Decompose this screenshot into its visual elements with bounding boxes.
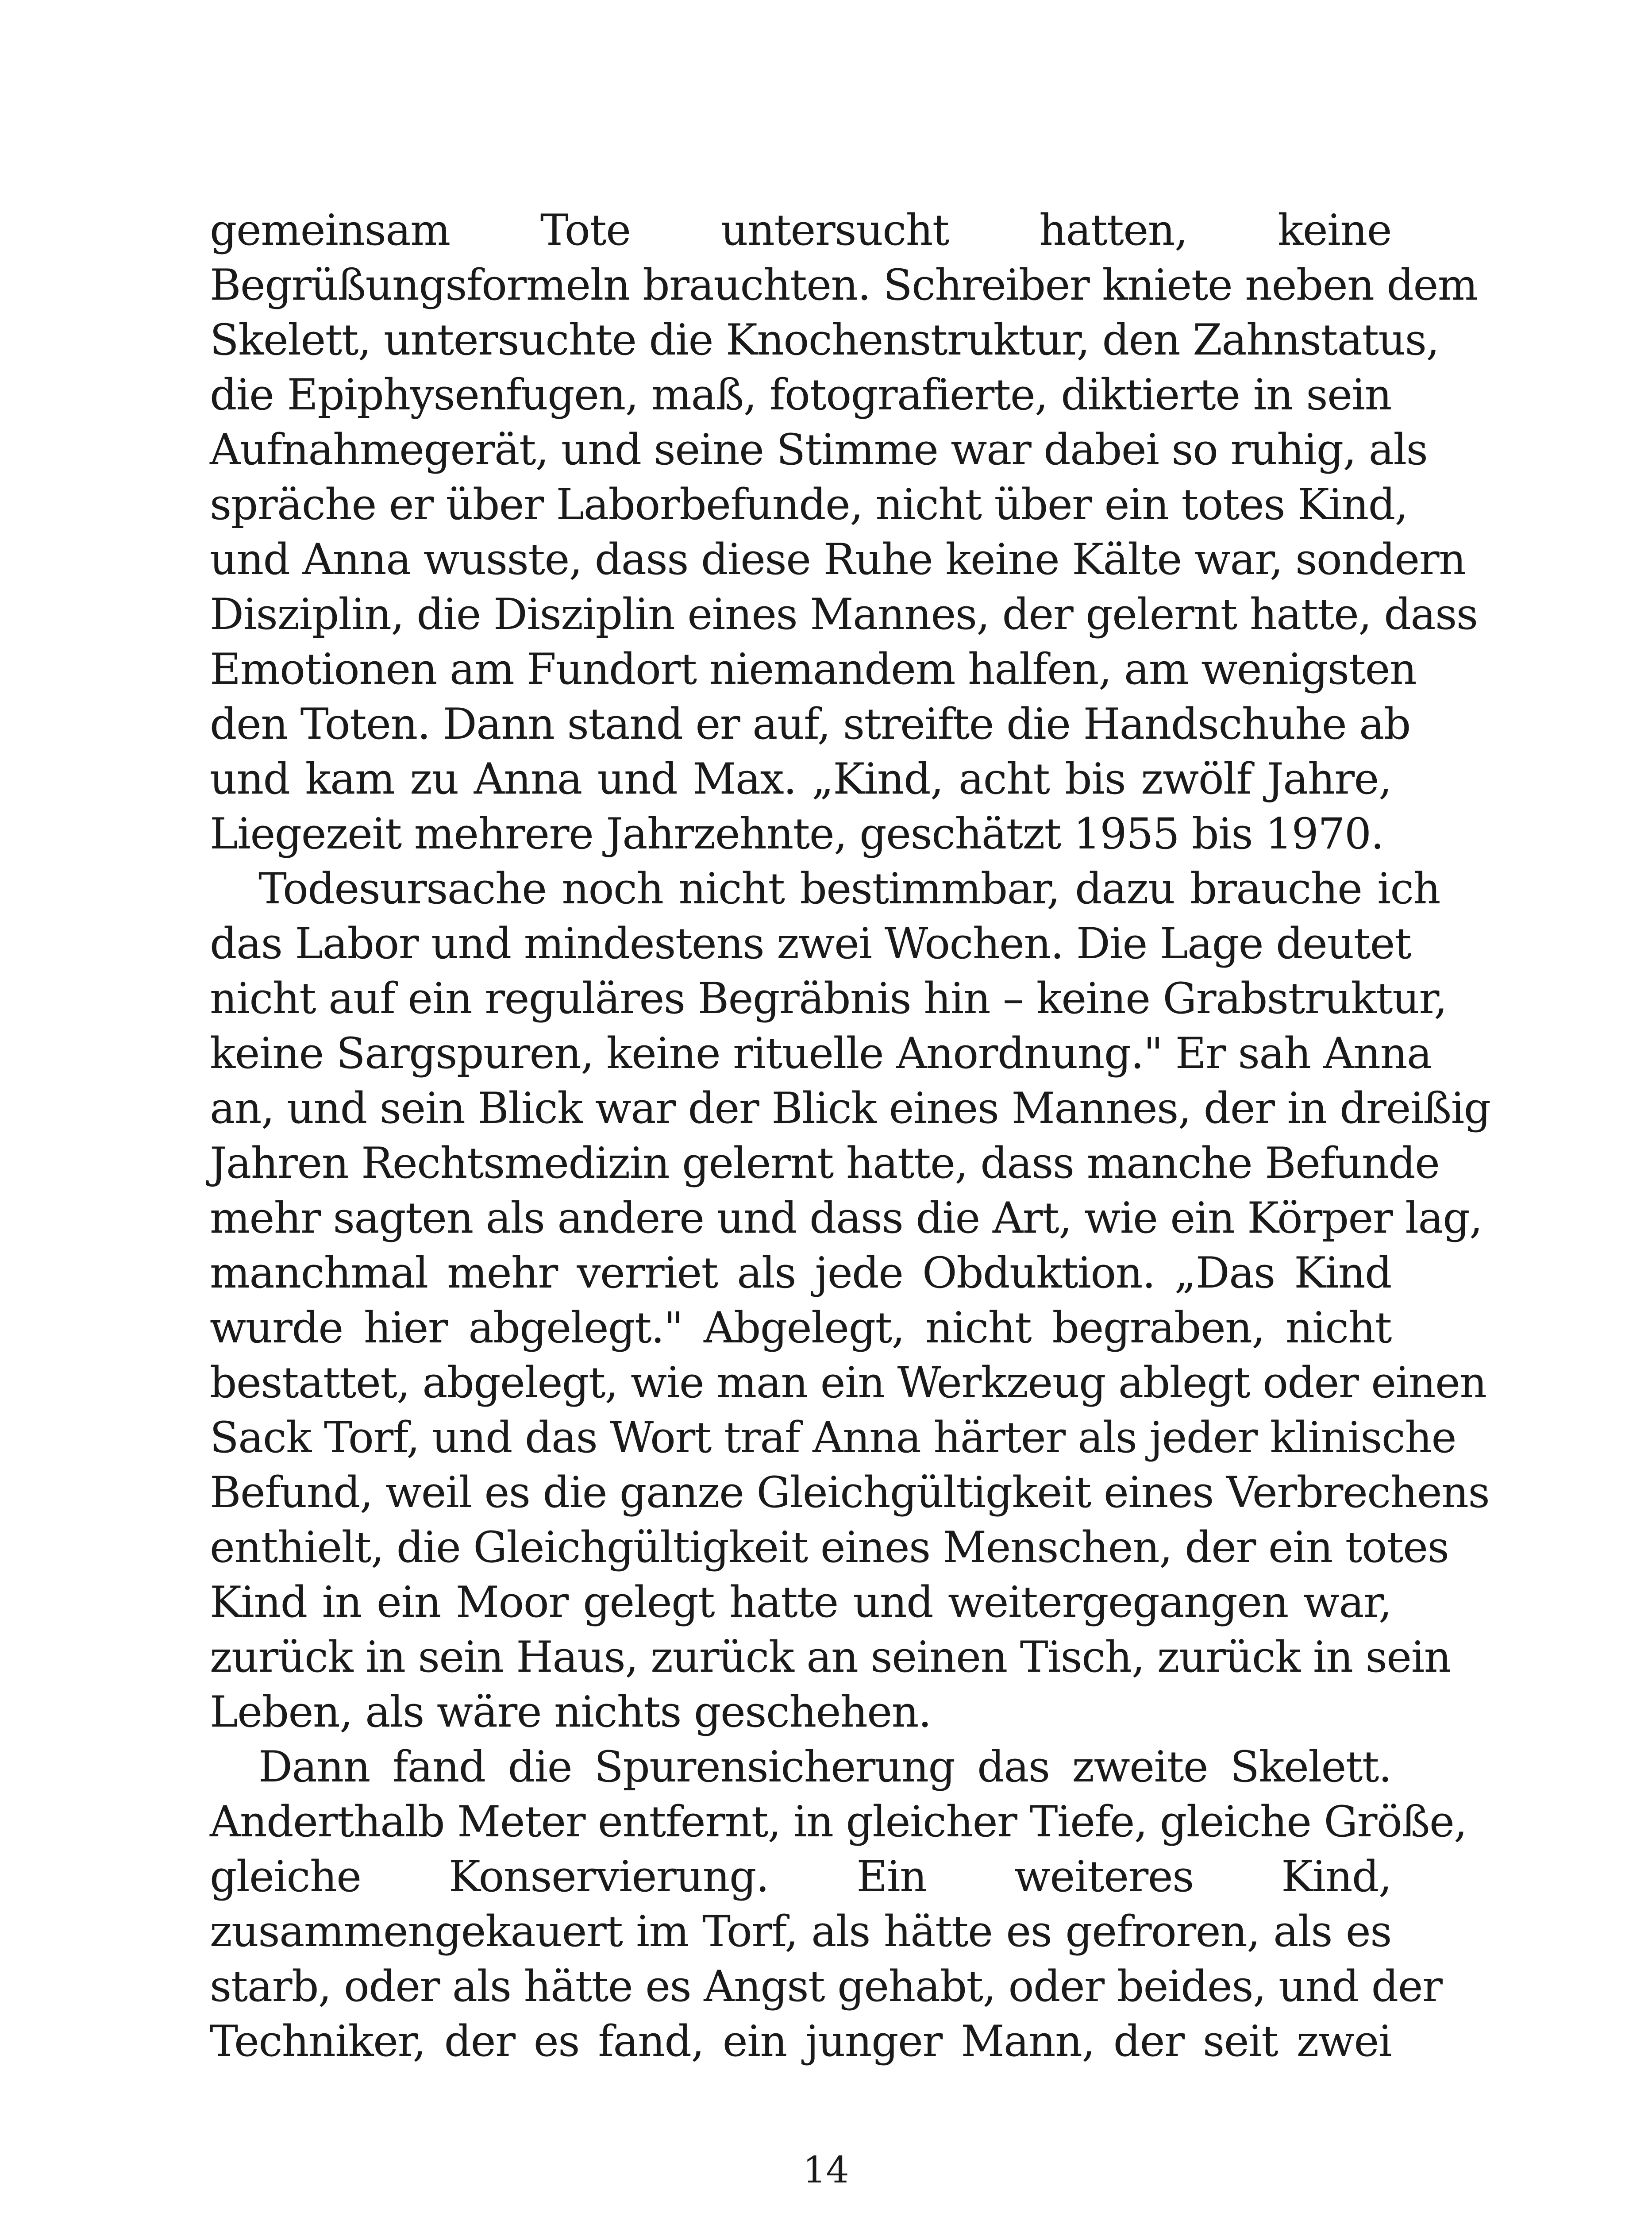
body-text [210, 203, 1490, 2069]
page-number: 14 [803, 2149, 849, 2191]
paragraph-1 [210, 203, 1478, 861]
text-line: spräche er über Laborbefunde, nicht über ein totes Kind, [210, 480, 1408, 529]
paragraph-2 [210, 861, 1490, 1739]
text-line: und Anna wusste, dass diese Ruhe keine Kälte war, sondern [210, 535, 1466, 584]
text-line: bestattet, abgelegt, wie man ein Werkzeug ablegt oder einen [210, 1358, 1486, 1407]
text-line: manchmal mehr verriet als jede Obduktion. „Das Kind [210, 1248, 1391, 1298]
text-line: Sack Torf, und das Wort traf Anna härter als jeder klinische [210, 1413, 1456, 1462]
text-line-content: Dann fand die Spurensicherung das zweite Skelett. [258, 1742, 1391, 1792]
text-line: gleiche Konservierung. Ein weiteres Kind, [210, 1852, 1391, 1901]
text-line: nicht auf ein reguläres Begräbnis hin – keine Grabstruktur, [210, 974, 1447, 1023]
text-line: Jahren Rechtsmedizin gelernt hatte, dass manche Befunde [210, 1138, 1440, 1188]
text-line: Liegezeit mehrere Jahrzehnte, geschätzt 1955 bis 1970. [210, 809, 1384, 859]
text-line: und kam zu Anna und Max. „Kind, acht bis zwölf Jahre, [210, 754, 1391, 804]
text-line: Emotionen am Fundort niemandem halfen, am wenigsten [210, 644, 1417, 694]
text-line: Anderthalb Meter entfernt, in gleicher Tiefe, gleiche Größe, [210, 1797, 1467, 1847]
text-line: Leben, als wäre nichts geschehen. [210, 1687, 931, 1737]
text-line: das Labor und mindestens zwei Wochen. Die Lage deutet [210, 919, 1411, 968]
text-line: den Toten. Dann stand er auf, streifte die Handschuhe ab [210, 699, 1410, 749]
text-line: an, und sein Blick war der Blick eines Mannes, der in dreißig [210, 1083, 1490, 1133]
text-line: zurück in sein Haus, zurück an seinen Tisch, zurück in sein [210, 1632, 1451, 1682]
text-line: keine Sargspuren, keine rituelle Anordnung." Er sah Anna [210, 1029, 1432, 1078]
text-line: die Epiphysenfugen, maß, fotografierte, diktierte in sein [210, 370, 1391, 420]
text-line: mehr sagten als andere und dass die Art, wie ein Körper lag, [210, 1193, 1483, 1243]
text-line-indented [210, 861, 1440, 916]
text-line: Kind in ein Moor gelegt hatte und weitergegangen war, [210, 1577, 1391, 1627]
text-line: Befund, weil es die ganze Gleichgültigkeit eines Verbrechens [210, 1468, 1490, 1517]
text-line: wurde hier abgelegt." Abgelegt, nicht begraben, nicht [210, 1303, 1391, 1353]
text-line: Disziplin, die Disziplin eines Mannes, der gelernt hatte, dass [210, 590, 1478, 639]
text-line: Skelett, untersuchte die Knochenstruktur, den Zahnstatus, [210, 315, 1439, 365]
text-line: starb, oder als hätte es Angst gehabt, oder beides, und der [210, 1962, 1442, 2011]
text-line: gemeinsam Tote untersucht hatten, keine [210, 205, 1391, 255]
text-line: Techniker, der es fand, ein junger Mann, der seit zwei [210, 2016, 1391, 2066]
paragraph-3 [210, 1739, 1467, 2069]
text-line-content: Todesursache noch nicht bestimmbar, dazu brauche ich [258, 864, 1440, 914]
text-line: enthielt, die Gleichgültigkeit eines Menschen, der ein totes [210, 1523, 1449, 1572]
text-line: Begrüßungsformeln brauchten. Schreiber kniete neben dem [210, 260, 1478, 310]
text-line: zusammengekauert im Torf, als hätte es gefroren, als es [210, 1907, 1391, 1956]
text-line: Aufnahmegerät, und seine Stimme war dabei so ruhig, als [210, 425, 1428, 474]
text-line-indented [210, 1739, 1391, 1794]
